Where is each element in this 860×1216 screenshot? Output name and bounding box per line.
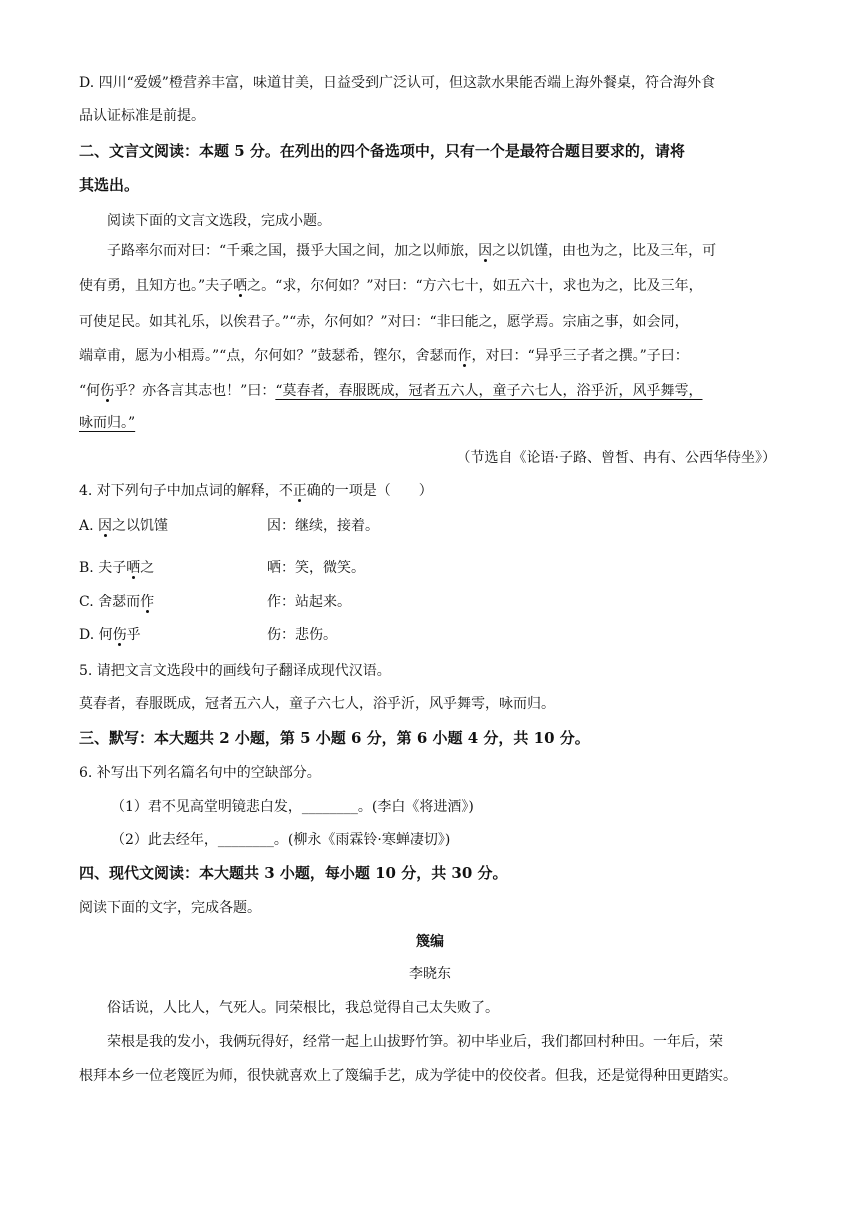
q6-item-1: （1）君不见高堂明镜悲白发，________。(李白《将进酒》): [111, 799, 474, 815]
option-letter: D.: [79, 627, 99, 643]
article-paragraph-2-line-2: 根拜本乡一位老篾匠为师，很快就喜欢上了篾编手艺，成为学徒中的佼佼者。但我，还是觉得种田更踏实。: [79, 1068, 737, 1084]
article-author: 李晓东: [409, 966, 451, 982]
passage-text: 使有勇，且知方也。”夫子: [79, 278, 234, 294]
option-text: 夫子: [98, 560, 127, 576]
q4-option-c[interactable]: [79, 592, 779, 612]
passage-line-3: 可使足民。如其礼乐，以俟君子。”“赤，尔何如？”对曰：“非曰能之，愿学焉。宗庙之事，如会同，: [79, 314, 689, 330]
section-4-intro: 阅读下面的文字，完成各题。: [79, 900, 261, 916]
article-paragraph-1: 俗话说，人比人，气死人。同荣根比，我总觉得自己太失败了。: [107, 1000, 499, 1016]
passage-text: 乎？亦各言其志也！”曰：: [114, 383, 276, 399]
passage-text: 端章甫，愿为小相焉。”“点，尔何如？”鼓瑟希，铿尔，舍瑟而: [79, 348, 458, 364]
underlined-sentence: “莫春者，春服既成，冠者五六人，童子六七人，浴乎沂，风乎舞雩，: [275, 383, 703, 399]
passage-line-2: [79, 276, 703, 296]
dotted-char: 伤: [112, 627, 127, 643]
dotted-char: 哂: [126, 560, 141, 576]
option-text: 舍瑟而: [98, 594, 141, 610]
passage-text: 之以饥馑，由也为之，比及三年，可: [492, 243, 717, 259]
dotted-phrase: [279, 483, 321, 499]
option-letter: A.: [79, 518, 99, 534]
passage-source: （节选自《论语·子路、曾皙、冉有、公西华侍坐》）: [456, 450, 776, 466]
option-letter: C.: [79, 594, 99, 610]
passage-text: ，对曰：“异乎三子者之撰。”子曰：: [471, 348, 689, 364]
option-explanation: 因：继续，接着。: [267, 518, 379, 534]
option-text: 何: [98, 627, 113, 643]
q4-option-d[interactable]: [79, 625, 779, 645]
dotted-char: 因: [98, 518, 113, 534]
section-2-heading-line1: 二、文言文阅读：本题 5 分。在列出的四个备选项中，只有一个是最符合题目要求的，请将: [79, 142, 685, 160]
section-2-intro: 阅读下面的文言文选段，完成小题。: [107, 213, 331, 229]
q4-stem-text: 4. 对下列句子中加点词的解释，: [79, 483, 279, 499]
passage-text: 子路率尔而对曰：“千乘之国，摄乎大国之间，加之以师旅，: [107, 243, 479, 259]
dotted-char: 作: [140, 594, 155, 610]
option-letter: B.: [79, 560, 99, 576]
passage-line-6: [79, 413, 135, 433]
option-text: 之: [140, 560, 155, 576]
underlined-sentence: 咏而归。”: [79, 415, 136, 431]
dotted-char: 因: [478, 243, 493, 259]
passage-line-1: [107, 241, 716, 261]
option-explanation: 哂：笑，微笑。: [267, 560, 365, 576]
dotted-char: 伤: [100, 383, 115, 399]
q3-option-d-line1: D. 四川“爱媛”橙营养丰富，味道甘美，日益受到广泛认可，但这款水果能否端上海外餐桌，符合海外食: [79, 75, 715, 91]
q4-option-a[interactable]: [79, 516, 779, 536]
passage-line-4: [79, 346, 689, 366]
section-3-heading: 三、默写：本大题共 2 小题，第 5 小题 6 分，第 6 小题 4 分，共 10 分。: [79, 729, 590, 747]
q4-stem-text: 的一项是（ ）: [320, 483, 433, 499]
option-explanation: 伤：悲伤。: [267, 627, 337, 643]
option-text: 之以饥馑: [112, 518, 169, 534]
q5-stem: 5. 请把文言文选段中的画线句子翻译成现代汉语。: [79, 663, 391, 679]
dotted-char: 作: [457, 348, 472, 364]
section-2-heading-line2: 其选出。: [79, 176, 140, 194]
q5-sentence: 莫春者，春服既成，冠者五六人，童子六七人，浴乎沂，风乎舞雩，咏而归。: [79, 696, 555, 712]
q6-stem: 6. 补写出下列名篇名句中的空缺部分。: [79, 765, 321, 781]
article-paragraph-2-line-1: 荣根是我的发小，我俩玩得好，经常一起上山拔野竹笋。初中毕业后，我们都回村种田。一年后，荣: [107, 1034, 723, 1050]
option-explanation: 作：站起来。: [267, 594, 351, 610]
section-4-heading: 四、现代文阅读：本大题共 3 小题，每小题 10 分，共 30 分。: [79, 864, 508, 882]
q3-option-d-line2: 品认证标准是前提。: [79, 108, 205, 124]
passage-text: 之。“求，尔何如？”对曰：“方六七十，如五六十，求也为之，比及三年，: [247, 278, 703, 294]
passage-line-5: [79, 381, 703, 401]
dotted-char: 不正确: [278, 483, 321, 499]
dotted-char: 哂: [233, 278, 248, 294]
article-title: 篾编: [416, 934, 444, 950]
q4-stem: [79, 481, 433, 501]
q4-option-b[interactable]: [79, 558, 779, 578]
q6-item-2: （2）此去经年，________。(柳永《雨霖铃·寒蝉凄切》): [111, 832, 451, 848]
option-text: 乎: [126, 627, 141, 643]
passage-text: “何: [79, 383, 101, 399]
